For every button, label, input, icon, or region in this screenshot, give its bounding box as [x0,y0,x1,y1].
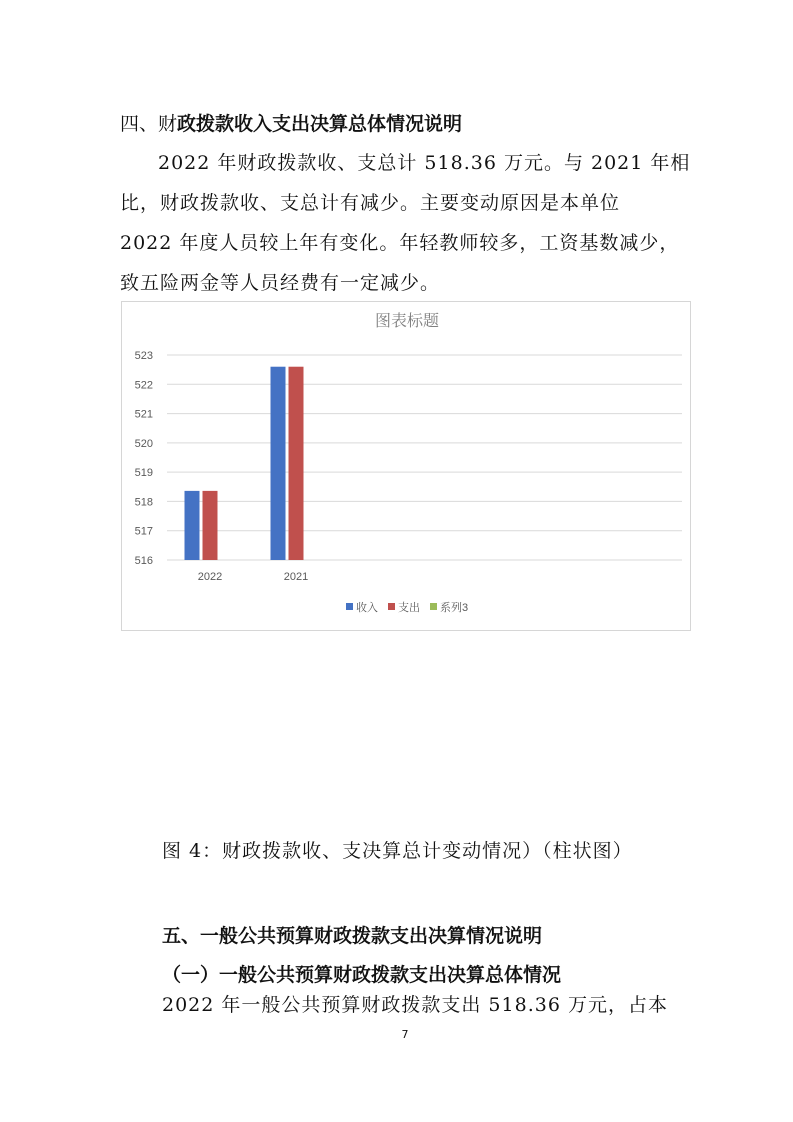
x-tick-label: 2022 [197,571,223,583]
bar-收入-2021 [271,367,286,560]
paragraph-line: 2022 年财政拨款收、支总计 518.36 万元。与 2021 年相 [158,152,691,174]
section4-heading [120,109,462,136]
x-tick-label: 2021 [283,571,309,583]
chart-svg [122,302,692,632]
legend-swatch [388,603,395,610]
bar-chart [121,301,691,631]
paragraph-line: 致五险两金等人员经费有一定减少。 [120,272,441,294]
y-tick-label: 521 [134,408,153,421]
bar-支出-2022 [203,491,218,560]
bar-支出-2021 [289,367,304,560]
y-tick-label: 522 [134,379,153,392]
page-number: 7 [401,1028,409,1041]
legend-label: 系列3 [440,602,469,614]
legend-swatch [346,603,353,610]
section5-heading: 五、一般公共预算财政拨款支出决算情况说明 [162,925,543,947]
y-tick-label: 520 [134,437,153,450]
bar-收入-2022 [185,491,200,560]
y-tick-label: 523 [134,350,153,362]
figure-caption: 图 4：财政拨款收、支决算总计变动情况）（柱状图） [162,840,633,862]
y-tick-label: 516 [134,555,153,567]
legend-label: 收入 [356,602,378,614]
y-tick-label: 518 [134,496,153,509]
paragraph-line: 比，财政拨款收、支总计有减少。主要变动原因是本单位 [120,192,621,214]
legend-swatch [430,603,437,610]
legend-label: 支出 [398,602,420,614]
section5-subheading: （一）一般公共预算财政拨款支出决算总体情况 [162,964,562,986]
y-tick-label: 519 [134,467,153,480]
section5-paragraph-line: 2022 年一般公共预算财政拨款支出 518.36 万元，占本 [162,994,668,1016]
chart-title: 图表标题 [374,313,440,330]
y-tick-label: 517 [134,525,153,538]
section4-heading-prefix: 四、财 [120,113,178,135]
section4-paragraph [120,143,690,303]
section4-heading-rest: 政拨款收入支出决算总体情况说明 [177,113,463,135]
paragraph-line: 2022 年度人员较上年有变化。年轻教师较多，工资基数减少， [120,232,680,254]
